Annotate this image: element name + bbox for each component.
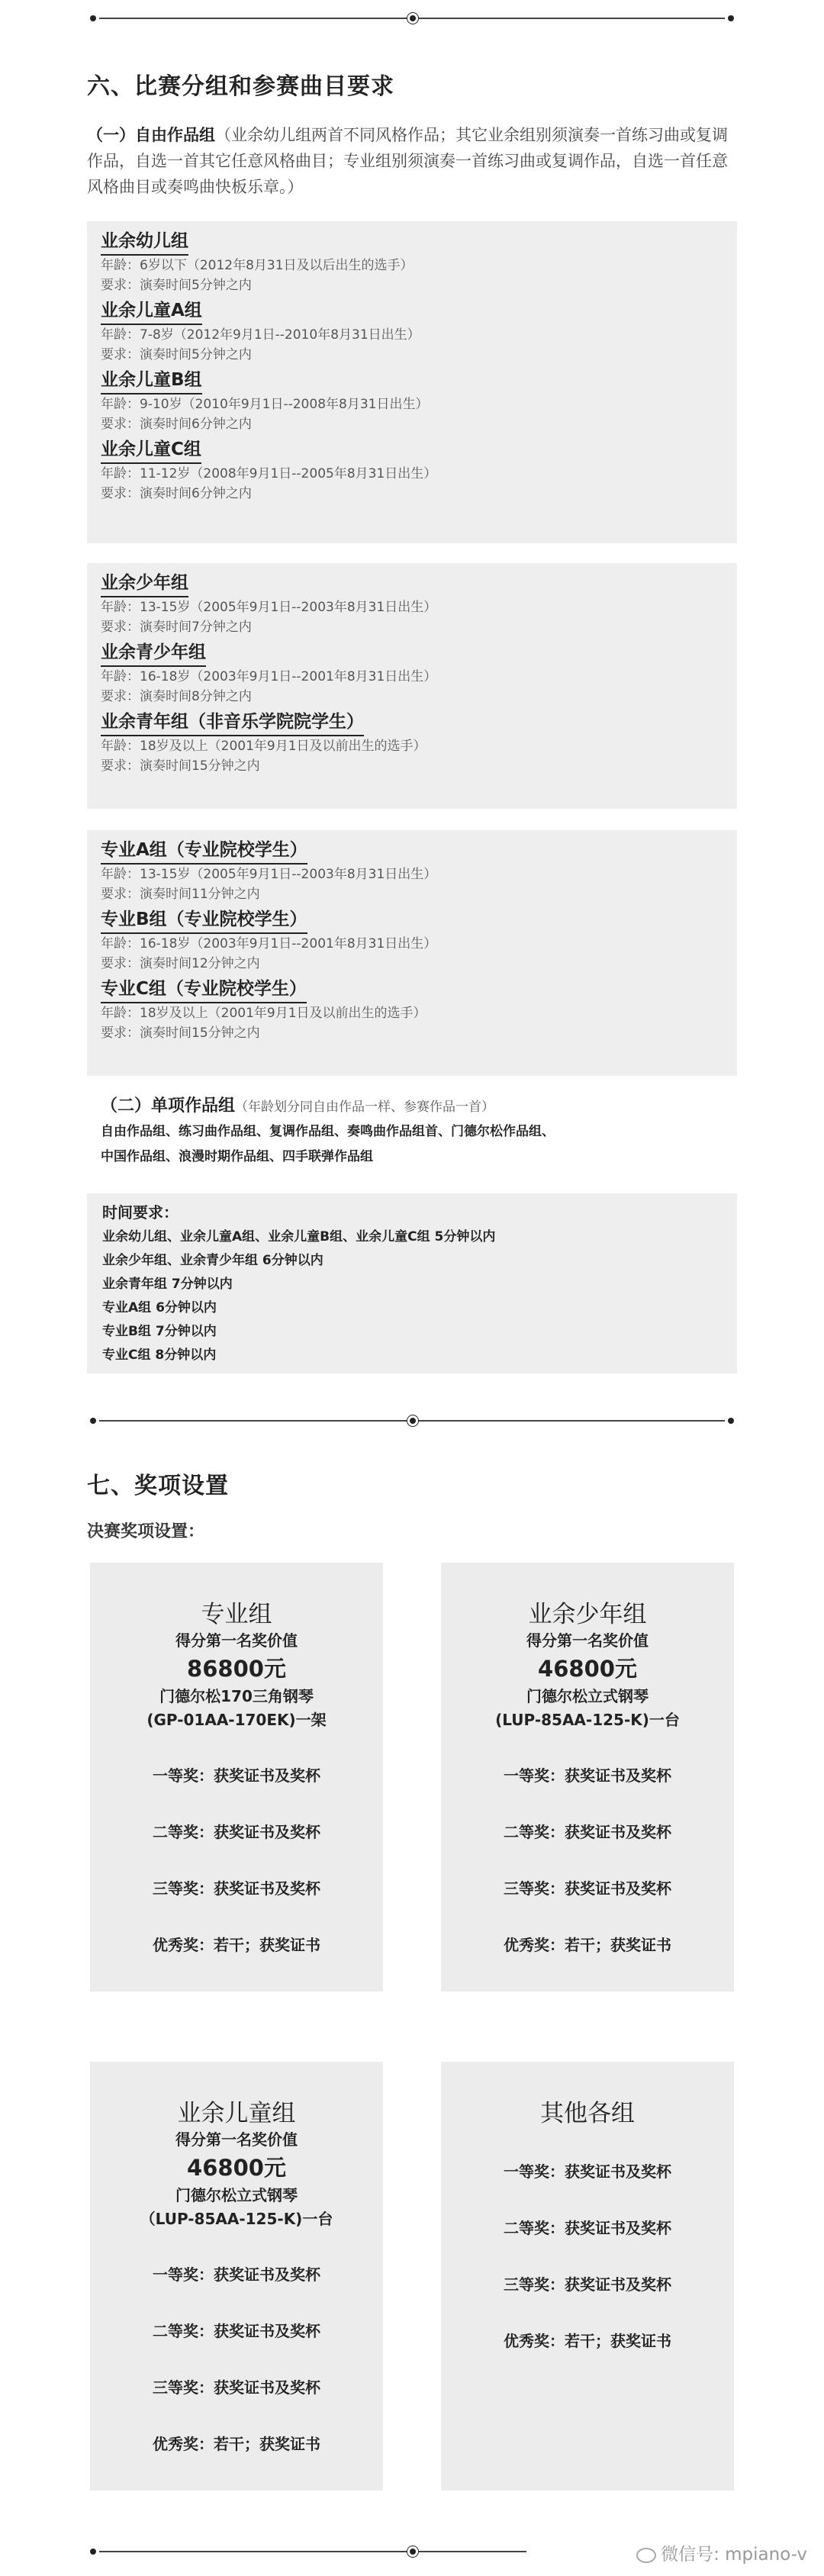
single-works-list-1: 自由作品组、练习曲作品组、复调作品组、奏鸣曲作品组首、门德尔松作品组、 <box>101 1124 555 1139</box>
award-first-prize-label: 得分第一名奖价值 <box>175 2130 298 2149</box>
award-first-prize: 一等奖：获奖证书及奖杯 <box>504 1766 671 1785</box>
group-age: 年龄：16-18岁（2003年9月1日--2001年8月31日出生） <box>101 936 437 952</box>
award-prize-value: 86800元 <box>187 1656 286 1682</box>
group-age: 年龄：16-18岁（2003年9月1日--2001年8月31日出生） <box>101 669 437 684</box>
award-first-prize: 一等奖：获奖证书及奖杯 <box>153 1766 320 1785</box>
group-requirement: 要求：演奏时间6分钟之内 <box>101 486 252 501</box>
group-entry <box>101 437 723 504</box>
group-entry <box>101 368 723 434</box>
section-seven-title: 七、奖项设置 <box>87 1473 229 1499</box>
group-name: 业余儿童B组 <box>101 368 202 394</box>
group-name: 专业B组（专业院校学生） <box>101 907 307 934</box>
group-entry <box>101 640 723 707</box>
award-card-amateur-teen <box>441 1563 734 1992</box>
award-card-title: 业余少年组 <box>528 1601 647 1628</box>
group-name: 业余幼儿组 <box>101 229 188 256</box>
award-piano-model: 门德尔松170三角钢琴 <box>159 1687 314 1705</box>
award-second-prize: 二等奖：获奖证书及奖杯 <box>153 2322 320 2340</box>
group-entry <box>101 838 723 904</box>
award-merit-prize: 优秀奖：若干；获奖证书 <box>504 1936 671 1954</box>
award-first-prize: 一等奖：获奖证书及奖杯 <box>504 2162 671 2181</box>
group-name: 业余青少年组 <box>101 640 206 667</box>
award-card-title: 专业组 <box>201 1601 272 1628</box>
wechat-watermark <box>636 2540 807 2565</box>
group-name: 专业A组（专业院校学生） <box>101 838 307 865</box>
group-age: 年龄：18岁及以上（2001年9月1日及以前出生的选手） <box>101 739 426 754</box>
award-prize-value: 46800元 <box>187 2155 286 2181</box>
group-entry <box>101 710 723 776</box>
award-merit-prize: 优秀奖：若干；获奖证书 <box>153 1936 320 1954</box>
section-six-title: 六、比赛分组和参赛曲目要求 <box>87 73 394 100</box>
time-requirement-line: 业余少年组、业余青少年组 6分钟以内 <box>102 1253 323 1268</box>
group-requirement: 要求：演奏时间5分钟之内 <box>101 347 252 362</box>
single-works-section <box>101 1094 737 1170</box>
group-requirement: 要求：演奏时间12分钟之内 <box>101 956 260 971</box>
group-entry <box>101 229 723 295</box>
award-card-title: 其他各组 <box>540 2100 635 2127</box>
group-entry <box>101 571 723 637</box>
award-third-prize: 三等奖：获奖证书及奖杯 <box>504 2275 671 2294</box>
award-piano-model: 门德尔松立式钢琴 <box>526 1687 649 1705</box>
free-works-label: （一）自由作品组 <box>87 126 215 144</box>
professional-groups-box <box>87 830 737 1076</box>
wechat-icon <box>636 2548 656 2563</box>
group-requirement: 要求：演奏时间15分钟之内 <box>101 1026 260 1041</box>
award-piano-code: （LUP-85AA-125-K)一台 <box>140 2210 333 2228</box>
group-age: 年龄：13-15岁（2005年9月1日--2003年8月31日出生） <box>101 867 437 882</box>
time-requirement-line: 专业C组 8分钟以内 <box>102 1348 217 1363</box>
single-works-list-2: 中国作品组、浪漫时期作品组、四手联弹作品组 <box>101 1149 373 1164</box>
award-card-other-groups <box>441 2062 734 2491</box>
group-name: 专业C组（专业院校学生） <box>101 977 307 1003</box>
award-third-prize: 三等奖：获奖证书及奖杯 <box>504 1879 671 1898</box>
group-name: 业余少年组 <box>101 571 188 597</box>
group-name: 业余儿童C组 <box>101 437 201 464</box>
watermark-text: 微信号: mpiano-v <box>661 2545 807 2565</box>
award-card-amateur-child <box>90 2062 383 2491</box>
ornament-divider-middle <box>84 1413 740 1428</box>
single-works-note: （年龄划分同自由作品一样、参赛作品一首） <box>235 1100 495 1115</box>
award-second-prize: 二等奖：获奖证书及奖杯 <box>504 2219 671 2237</box>
group-requirement: 要求：演奏时间7分钟之内 <box>101 620 252 635</box>
award-prize-value: 46800元 <box>538 1656 637 1682</box>
group-name: 业余青年组（非音乐学院院学生） <box>101 710 364 736</box>
group-name: 业余儿童A组 <box>101 298 202 325</box>
time-requirement-line: 专业A组 6分钟以内 <box>102 1300 217 1315</box>
award-first-prize-label: 得分第一名奖价值 <box>526 1631 649 1650</box>
award-third-prize: 三等奖：获奖证书及奖杯 <box>153 2378 320 2397</box>
group-entry <box>101 977 723 1043</box>
award-second-prize: 二等奖：获奖证书及奖杯 <box>153 1823 320 1841</box>
time-requirements-title: 时间要求： <box>102 1203 179 1222</box>
group-age: 年龄：18岁及以上（2001年9月1日及以前出生的选手） <box>101 1006 426 1021</box>
group-requirement: 要求：演奏时间8分钟之内 <box>101 689 252 704</box>
group-requirement: 要求：演奏时间6分钟之内 <box>101 417 252 432</box>
amateur-teen-groups-box <box>87 563 737 809</box>
time-requirement-line: 业余幼儿组、业余儿童A组、业余儿童B组、业余儿童C组 5分钟以内 <box>102 1229 496 1245</box>
single-works-label: （二）单项作品组 <box>101 1096 236 1116</box>
group-requirement: 要求：演奏时间15分钟之内 <box>101 758 260 774</box>
award-first-prize-label: 得分第一名奖价值 <box>175 1631 298 1650</box>
time-requirement-line: 业余青年组 7分钟以内 <box>102 1277 233 1292</box>
group-requirement: 要求：演奏时间5分钟之内 <box>101 278 252 293</box>
time-requirements-box <box>87 1193 737 1373</box>
amateur-young-groups-box <box>87 221 737 543</box>
group-age: 年龄：6岁以下（2012年8月31日及以后出生的选手） <box>101 258 414 273</box>
group-age: 年龄：13-15岁（2005年9月1日--2003年8月31日出生） <box>101 600 437 615</box>
ornament-divider-top <box>84 11 740 26</box>
final-awards-subtitle: 决赛奖项设置： <box>87 1522 205 1541</box>
award-third-prize: 三等奖：获奖证书及奖杯 <box>153 1879 320 1898</box>
award-merit-prize: 优秀奖：若干；获奖证书 <box>153 2435 320 2453</box>
award-card-professional <box>90 1563 383 1992</box>
free-works-desc: （业余幼儿组两首不同风格作品；其它业余组别须演奏一首练习曲或复调作品，自选一首其它任意风格曲目；专业组别须演奏一首练习曲或复调作品，自选一首任意风格曲目或奏鸣曲快板乐章。） <box>87 126 728 196</box>
group-requirement: 要求：演奏时间11分钟之内 <box>101 887 260 902</box>
award-card-title: 业余儿童组 <box>177 2100 296 2127</box>
award-second-prize: 二等奖：获奖证书及奖杯 <box>504 1823 671 1841</box>
award-piano-model: 门德尔松立式钢琴 <box>175 2186 298 2204</box>
group-entry <box>101 907 723 974</box>
time-requirement-line: 专业B组 7分钟以内 <box>102 1324 217 1339</box>
group-age: 年龄：7-8岁（2012年9月1日--2010年8月31日出生） <box>101 327 420 343</box>
award-first-prize: 一等奖：获奖证书及奖杯 <box>153 2265 320 2284</box>
group-age: 年龄：9-10岁（2010年9月1日--2008年8月31日出生） <box>101 397 429 412</box>
award-piano-code: (LUP-85AA-125-K)一台 <box>495 1711 680 1729</box>
group-age: 年龄：11-12岁（2008年9月1日--2005年8月31日出生） <box>101 466 437 481</box>
group-entry <box>101 298 723 365</box>
free-works-intro <box>87 122 737 200</box>
ornament-divider-bottom <box>84 2544 542 2559</box>
award-piano-code: (GP-01AA-170EK)一架 <box>146 1711 327 1729</box>
award-merit-prize: 优秀奖：若干；获奖证书 <box>504 2332 671 2350</box>
